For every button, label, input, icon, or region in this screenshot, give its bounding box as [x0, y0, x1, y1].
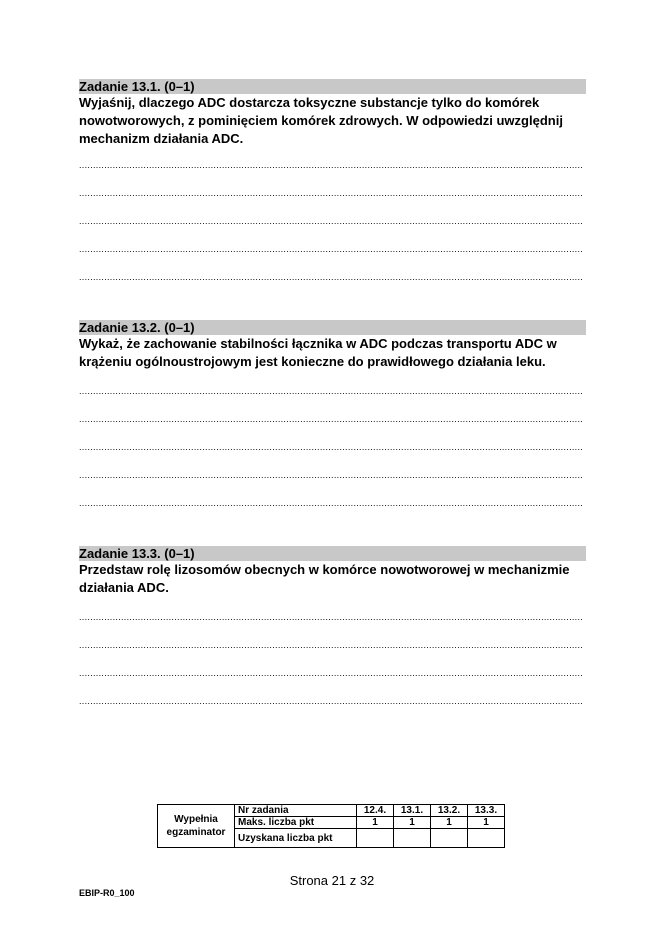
max-points: 1 — [431, 817, 468, 829]
task-number: 13.2. — [431, 805, 468, 817]
task-question: Wykaż, że zachowanie stabilności łącznika w ADC podczas transportu ADC w krążeniu ogólnoustrojowym jest konieczne do prawidłowego działania leku. — [79, 336, 557, 369]
answer-line[interactable] — [79, 441, 582, 453]
obtained-points-cell[interactable] — [394, 829, 431, 848]
obtained-points-cell[interactable] — [431, 829, 468, 848]
task-number: 12.4. — [357, 805, 394, 817]
answer-line[interactable] — [79, 243, 582, 255]
task-13-1 — [79, 79, 586, 148]
answer-line[interactable] — [79, 469, 582, 481]
answer-line[interactable] — [79, 385, 582, 397]
answer-line[interactable] — [79, 695, 582, 707]
obtained-points-cell[interactable] — [357, 829, 394, 848]
row-task-label: Nr zadania — [235, 805, 357, 817]
answer-line[interactable] — [79, 159, 582, 171]
obtained-points-cell[interactable] — [468, 829, 505, 848]
answer-line[interactable] — [79, 413, 582, 425]
answer-line[interactable] — [79, 667, 582, 679]
answer-line[interactable] — [79, 215, 582, 227]
task-13-2 — [79, 320, 586, 371]
answer-line[interactable] — [79, 187, 582, 199]
task-question: Wyjaśnij, dlaczego ADC dostarcza toksyczne substancje tylko do komórek nowotworowych, z pominięciem komórek zdrowych. W odpowiedzi uwzględnij mechanizm działania ADC. — [79, 95, 563, 146]
max-points: 1 — [357, 817, 394, 829]
task-number: 13.3. — [468, 805, 505, 817]
examiner-label: Wypełnia egzaminator — [158, 805, 235, 848]
max-points: 1 — [468, 817, 505, 829]
task-title: Zadanie 13.2. (0–1) — [79, 320, 586, 335]
page-number: Strona 21 z 32 — [289, 873, 375, 888]
task-question: Przedstaw rolę lizosomów obecnych w komórce nowotworowej w mechanizmie działania ADC. — [79, 562, 570, 595]
row-max-label: Maks. liczba pkt — [235, 817, 357, 829]
document-code: EBIP-R0_100 — [79, 888, 135, 898]
task-title: Zadanie 13.3. (0–1) — [79, 546, 586, 561]
answer-line[interactable] — [79, 271, 582, 283]
score-table — [157, 804, 505, 848]
row-obtained-label: Uzyskana liczba pkt — [235, 829, 357, 848]
answer-line[interactable] — [79, 497, 582, 509]
task-13-3 — [79, 546, 586, 597]
answer-line[interactable] — [79, 639, 582, 651]
answer-line[interactable] — [79, 611, 582, 623]
max-points: 1 — [394, 817, 431, 829]
task-number: 13.1. — [394, 805, 431, 817]
task-title: Zadanie 13.1. (0–1) — [79, 79, 586, 94]
